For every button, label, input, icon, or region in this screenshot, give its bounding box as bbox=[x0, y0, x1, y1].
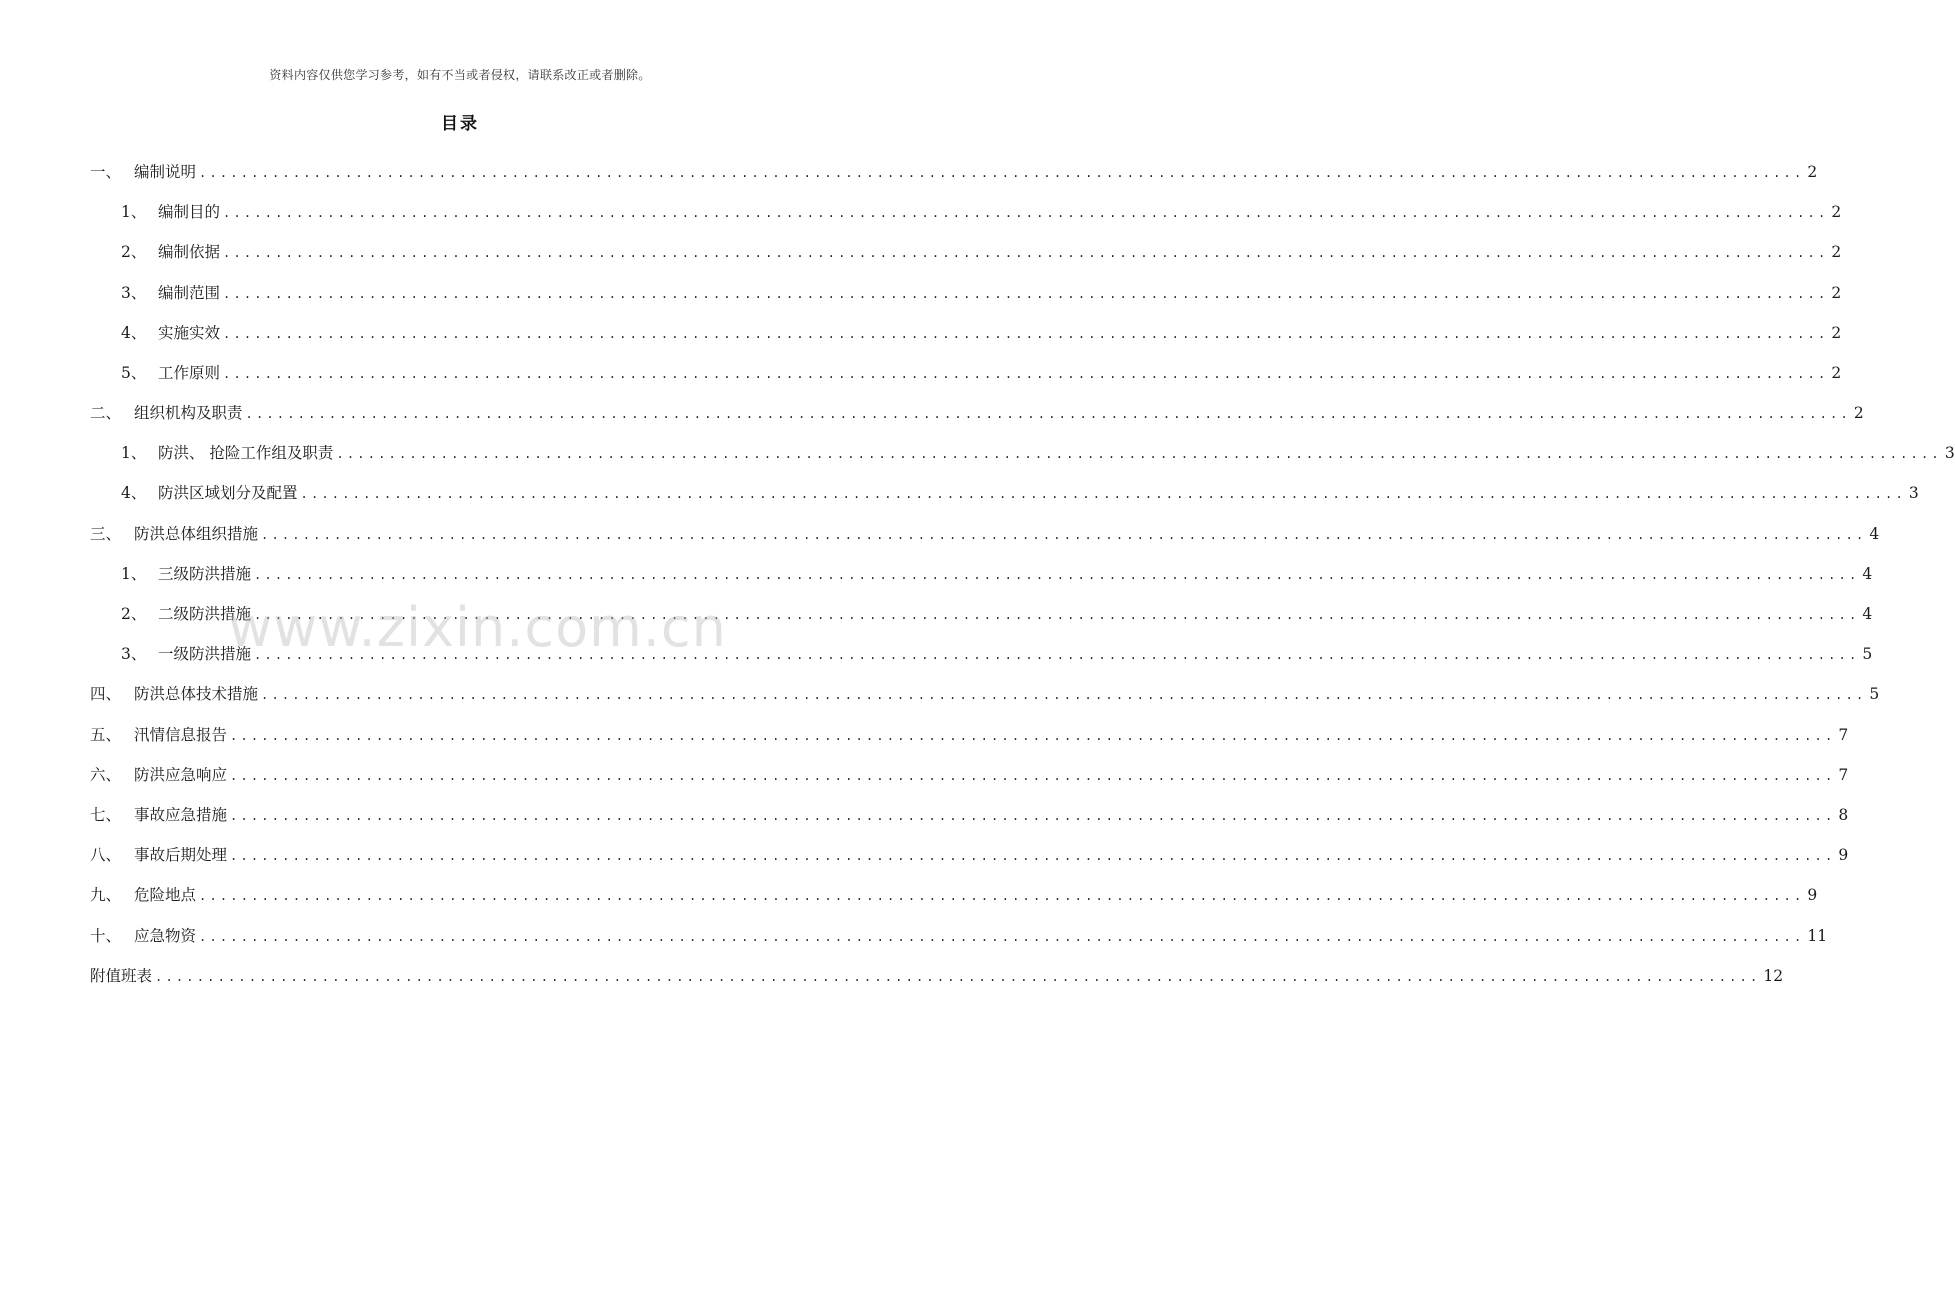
toc-entry-title: 编制说明 bbox=[134, 163, 197, 181]
toc-entry-title: 实施实效 bbox=[158, 324, 221, 342]
toc-entry-number: 4、 bbox=[121, 484, 147, 502]
toc-dot-leader: .......................................................................................................................................................... bbox=[230, 809, 1836, 823]
toc-entry-number: 三、 bbox=[90, 525, 122, 543]
toc-entry-number: 二、 bbox=[90, 404, 122, 422]
toc-entry[interactable] bbox=[121, 442, 1955, 464]
toc-dot-leader: .......................................................................................................................................................... bbox=[199, 930, 1805, 944]
toc-entry-title: 事故应急措施 bbox=[134, 806, 228, 824]
toc-dot-leader: .......................................................................................................................................................... bbox=[155, 970, 1761, 984]
toc-entry-title: 危险地点 bbox=[134, 886, 197, 904]
toc-dot-leader: .......................................................................................................................................................... bbox=[230, 849, 1836, 863]
toc-entry[interactable] bbox=[90, 683, 1880, 705]
toc-entry[interactable] bbox=[90, 925, 1828, 947]
toc-entry-title: 汛情信息报告 bbox=[134, 726, 228, 744]
toc-entry-title: 一级防洪措施 bbox=[158, 645, 252, 663]
toc-entry[interactable] bbox=[121, 643, 1873, 665]
header-disclaimer: 资料内容仅供您学习参考，如有不当或者侵权，请联系改正或者删除。 bbox=[269, 68, 651, 82]
toc-entry[interactable] bbox=[121, 282, 1842, 304]
toc-entry-title: 编制依据 bbox=[158, 243, 221, 261]
toc-entry-title: 编制范围 bbox=[158, 284, 221, 302]
toc-entry-number: 四、 bbox=[90, 685, 122, 703]
toc-dot-leader: .......................................................................................................................................................... bbox=[230, 769, 1836, 783]
toc-dot-leader: .......................................................................................................................................................... bbox=[254, 568, 1860, 582]
toc-entry[interactable] bbox=[90, 804, 1849, 826]
toc-entry[interactable] bbox=[90, 884, 1818, 906]
toc-dot-leader: .......................................................................................................................................................... bbox=[254, 648, 1860, 662]
toc-entry-title: 附值班表 bbox=[90, 967, 153, 985]
toc-entry-number: 5、 bbox=[121, 364, 147, 382]
toc-entry-title: 防洪总体组织措施 bbox=[134, 525, 259, 543]
toc-dot-leader: .......................................................................................................................................................... bbox=[261, 528, 1867, 542]
toc-entry[interactable] bbox=[121, 201, 1842, 223]
toc-entry-page: 2 bbox=[1831, 324, 1842, 342]
toc-entry[interactable] bbox=[121, 563, 1873, 585]
toc-entry-number: 1、 bbox=[121, 444, 147, 462]
toc-entry-page: 3 bbox=[1944, 444, 1955, 462]
toc-entry-page: 2 bbox=[1831, 203, 1842, 221]
toc-entry-title: 应急物资 bbox=[134, 927, 197, 945]
toc-entry-number: 3、 bbox=[121, 284, 147, 302]
toc-dot-leader: .......................................................................................................................................................... bbox=[223, 327, 1829, 341]
toc-entry-page: 7 bbox=[1838, 726, 1849, 744]
toc-entry[interactable] bbox=[121, 322, 1842, 344]
toc-entry-page: 5 bbox=[1862, 645, 1873, 663]
toc-dot-leader: .......................................................................................................................................................... bbox=[336, 447, 1942, 461]
toc-entry-title: 防洪、 抢险工作组及职责 bbox=[158, 444, 334, 462]
toc-dot-leader: .......................................................................................................................................................... bbox=[261, 688, 1867, 702]
toc-entry[interactable] bbox=[121, 241, 1842, 263]
toc-entry-page: 9 bbox=[1838, 846, 1849, 864]
toc-entry-number: 1、 bbox=[121, 203, 147, 221]
toc-entry[interactable] bbox=[90, 402, 1864, 424]
toc-entry-number: 五、 bbox=[90, 726, 122, 744]
toc-title: 目录 bbox=[441, 114, 479, 134]
toc-entry-page: 8 bbox=[1838, 806, 1849, 824]
toc-dot-leader: .......................................................................................................................................................... bbox=[223, 367, 1829, 381]
toc-entry-title: 防洪区域划分及配置 bbox=[158, 484, 298, 502]
toc-entry-number: 八、 bbox=[90, 846, 122, 864]
toc-entry-number: 一、 bbox=[90, 163, 122, 181]
toc-entry-title: 工作原则 bbox=[158, 364, 221, 382]
toc-entry[interactable] bbox=[90, 523, 1880, 545]
toc-entry-page: 4 bbox=[1862, 565, 1873, 583]
toc-entry-number: 2、 bbox=[121, 605, 147, 623]
toc-entry-number: 4、 bbox=[121, 324, 147, 342]
toc-entry[interactable] bbox=[121, 362, 1842, 384]
toc-entry[interactable] bbox=[90, 965, 1784, 987]
toc-entry-page: 7 bbox=[1838, 766, 1849, 784]
toc-entry-number: 3、 bbox=[121, 645, 147, 663]
toc-entry-page: 2 bbox=[1831, 243, 1842, 261]
toc-entry-page: 2 bbox=[1853, 404, 1864, 422]
toc-entry-number: 1、 bbox=[121, 565, 147, 583]
toc-dot-leader: .......................................................................................................................................................... bbox=[254, 608, 1860, 622]
toc-entry-page: 4 bbox=[1869, 525, 1880, 543]
toc-dot-leader: .......................................................................................................................................................... bbox=[230, 729, 1836, 743]
toc-dot-leader: .......................................................................................................................................................... bbox=[223, 206, 1829, 220]
toc-entry-title: 组织机构及职责 bbox=[134, 404, 243, 422]
toc-entry-page: 2 bbox=[1831, 284, 1842, 302]
toc-entry-page: 2 bbox=[1807, 163, 1818, 181]
toc-entry-number: 十、 bbox=[90, 927, 122, 945]
toc-entry[interactable] bbox=[121, 603, 1873, 625]
toc-entry-title: 事故后期处理 bbox=[134, 846, 228, 864]
toc-entry-page: 4 bbox=[1862, 605, 1873, 623]
toc-entry-title: 编制目的 bbox=[158, 203, 221, 221]
toc-entry-number: 七、 bbox=[90, 806, 122, 824]
toc-entry[interactable] bbox=[121, 482, 1919, 504]
toc-entry[interactable] bbox=[90, 724, 1849, 746]
toc-entry-number: 六、 bbox=[90, 766, 122, 784]
toc-entry-number: 2、 bbox=[121, 243, 147, 261]
toc-entry-page: 2 bbox=[1831, 364, 1842, 382]
toc-entry-title: 二级防洪措施 bbox=[158, 605, 252, 623]
toc-entry-page: 12 bbox=[1763, 967, 1784, 985]
toc-entry[interactable] bbox=[90, 844, 1849, 866]
toc-dot-leader: .......................................................................................................................................................... bbox=[199, 166, 1805, 180]
toc-entry[interactable] bbox=[90, 764, 1849, 786]
toc-entry-title: 防洪总体技术措施 bbox=[134, 685, 259, 703]
toc-entry-number: 九、 bbox=[90, 886, 122, 904]
toc-entry-page: 9 bbox=[1807, 886, 1818, 904]
toc-entry[interactable] bbox=[90, 161, 1818, 183]
toc-dot-leader: .......................................................................................................................................................... bbox=[223, 287, 1829, 301]
watermark: www.zixin.com.cn bbox=[228, 596, 727, 659]
toc-dot-leader: .......................................................................................................................................................... bbox=[300, 487, 1906, 501]
toc-entry-title: 三级防洪措施 bbox=[158, 565, 252, 583]
toc-entry-title: 防洪应急响应 bbox=[134, 766, 228, 784]
toc-dot-leader: .......................................................................................................................................................... bbox=[245, 407, 1851, 421]
toc-entry-page: 5 bbox=[1869, 685, 1880, 703]
toc-dot-leader: .......................................................................................................................................................... bbox=[223, 246, 1829, 260]
toc-dot-leader: .......................................................................................................................................................... bbox=[199, 889, 1805, 903]
toc-entry-page: 11 bbox=[1807, 927, 1828, 945]
toc-entry-page: 3 bbox=[1908, 484, 1919, 502]
